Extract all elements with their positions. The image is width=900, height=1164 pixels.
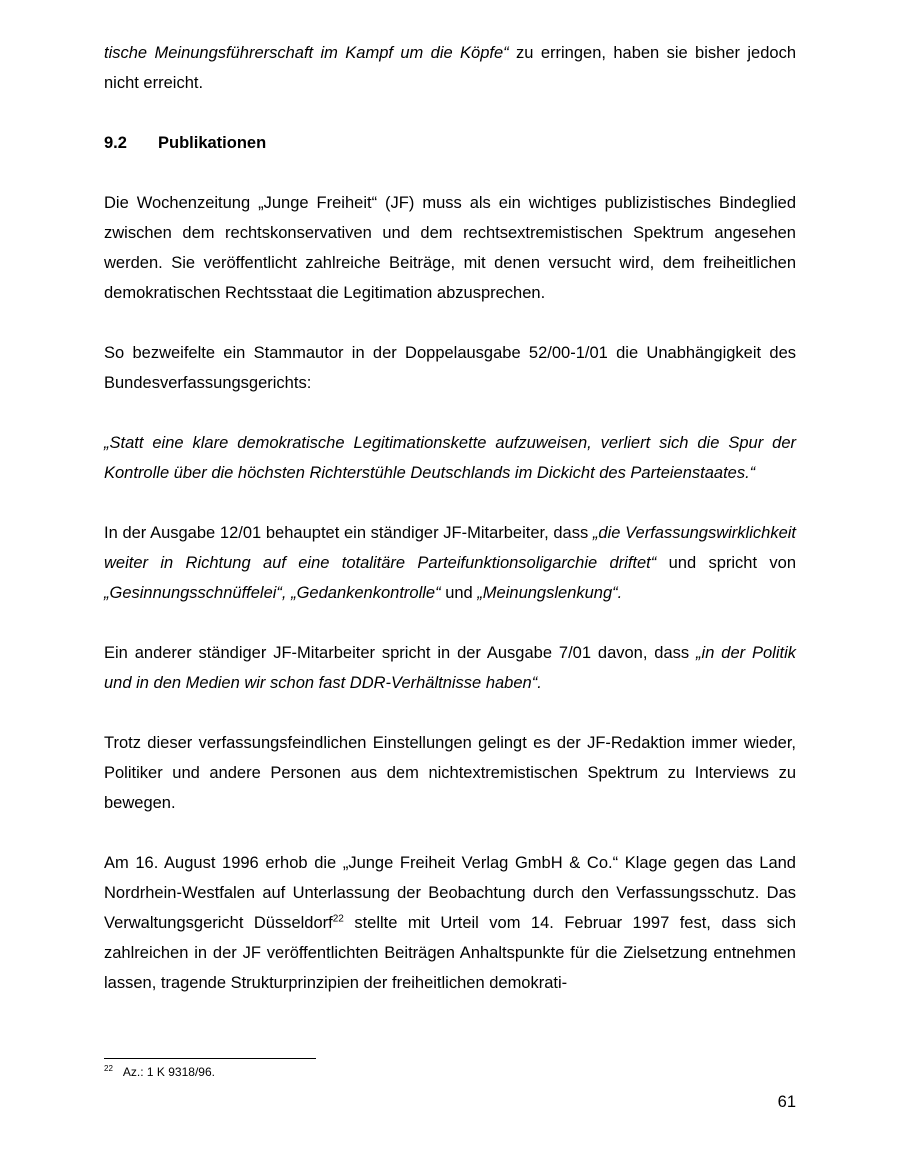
- italic-quote: „Meinungslenkung“.: [477, 584, 623, 602]
- paragraph-stammautor: So bezweifelte ein Stammautor in der Doppelausgabe 52/00-1/01 die Unabhängigkeit des Bundesverfassungsgerichts:: [104, 344, 796, 392]
- italic-quote: „Gesinnungsschnüffelei“, „Gedankenkontrolle“: [104, 584, 441, 602]
- footnote-text: Az.: 1 K 9318/96.: [122, 1065, 215, 1079]
- paragraph-junge-freiheit: Die Wochenzeitung „Junge Freiheit“ (JF) muss als ein wichtiges publizistisches Bindeglied zwischen dem rechtskonservativen und dem rechtsextremistischen Spektrum angesehen werden. Sie veröffentlicht zahlreiche Beiträge, mit denen versucht wird, dem freiheitlichen demokratischen Rechtsstaat die Legitimation abzusprechen.: [104, 194, 796, 302]
- footnote-divider: [104, 1058, 316, 1059]
- italic-quote: „Statt eine klare demokratische Legitimationskette aufzuweisen, verliert sich die Spur der Kontrolle über die höchsten Richterstühle Deutschlands im Dickicht des Parteienstaates.“: [104, 434, 796, 482]
- paragraph-interviews: Trotz dieser verfassungsfeindlichen Einstellungen gelingt es der JF-Redaktion immer wieder, Politiker und andere Personen aus dem nichtextremistischen Spektrum zu Interviews zu bewegen.: [104, 734, 796, 812]
- footnote-marker: 22: [104, 1064, 113, 1073]
- italic-quote: „in der Politik und in den Medien wir schon fast DDR-Verhältnisse haben“.: [104, 644, 796, 692]
- paragraph-text: und: [440, 584, 478, 602]
- paragraph-text: und spricht von: [656, 554, 796, 572]
- page-number: 61: [777, 1093, 796, 1111]
- paragraph-text: stellte mit Urteil vom 14. Februar 1997 fest, dass sich zahlreichen in der JF veröffentlichten Beiträgen Anhaltspunkte für die Zielsetzung entnehmen lassen, tragende Strukturprinzipien der freiheitlichen demokrati-: [104, 914, 797, 992]
- paragraph-ausgabe-7-01: [104, 638, 796, 698]
- paragraph-text: zu erringen, haben sie bisher jedoch nicht erreicht.: [104, 44, 796, 92]
- document-page: [104, 38, 796, 998]
- paragraph-text: In der Ausgabe 12/01 behauptet ein ständiger JF-Mitarbeiter, dass: [104, 524, 593, 542]
- paragraph-klage: [104, 848, 796, 998]
- paragraph-text: Ein anderer ständiger JF-Mitarbeiter spricht in der Ausgabe 7/01 davon, dass: [104, 644, 697, 662]
- block-quote: [104, 428, 796, 488]
- paragraph-ausgabe-12-01: [104, 518, 796, 608]
- italic-quote: „die Verfassungswirklichkeit weiter in Richtung auf eine totalitäre Parteifunktionsoligarchie driftet“: [104, 524, 796, 572]
- paragraph-text: Am 16. August 1996 erhob die „Junge Freiheit Verlag GmbH & Co.“ Klage gegen das Land Nordrhein-Westfalen auf Unterlassung der Beobachtung durch den Verfassungsschutz. Das Verwaltungsgericht Düsseldorf: [104, 854, 796, 932]
- footnote-reference: 22: [332, 913, 344, 925]
- section-number: 9.2: [104, 134, 127, 152]
- section-heading: [104, 128, 796, 158]
- italic-quote: tische Meinungsführerschaft im Kampf um die Köpfe“: [104, 44, 509, 62]
- footnote: [104, 1064, 215, 1080]
- paragraph-continuation: [104, 38, 796, 98]
- section-title: Publikationen: [158, 134, 267, 152]
